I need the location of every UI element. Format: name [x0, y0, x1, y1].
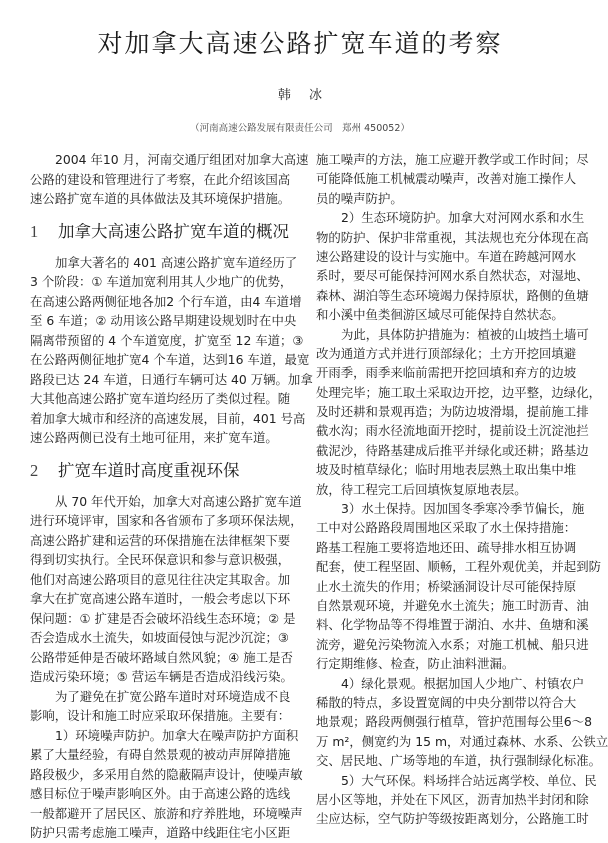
- text-line: 一般都避开了居民区、旅游和疗养胜地，环境噪声: [30, 805, 303, 821]
- text-line: 及时还耕和景观再造；为防边坡滑塌，提前施工排: [316, 404, 589, 420]
- text-line: 为此，具体防护措施为：植被的山坡挡土墙可: [341, 326, 589, 342]
- text-line: 他们对高速公路项目的意见往往决定其取舍。加: [30, 571, 291, 587]
- text-line: 影响，设计和施工时应采取环保措施。主要有：: [30, 708, 291, 723]
- section-title: 扩宽车道时高度重视环保: [58, 460, 240, 480]
- text-line: 加拿大著名的 401 高速公路扩宽车道经历了: [55, 254, 298, 270]
- paragraph: [30, 726, 303, 843]
- text-line: 和小溪中鱼类徊游区域尽可能保持自然状态。: [316, 307, 564, 323]
- text-line: 累了大量经验，有碍自然景观的被动声屏障措施: [30, 747, 291, 762]
- text-line: 在高速公路两侧征地各加2 个行车道，由4 车道增: [30, 293, 302, 309]
- intro-paragraph: [30, 150, 309, 209]
- text-line: 高速公路扩建和运营的环保措施在法律框架下要: [30, 532, 291, 548]
- section-number: 2: [30, 460, 39, 480]
- text-line: 尘应达标，空气防护等级按距离划分，公路施工时: [316, 811, 589, 827]
- paragraph: [30, 492, 303, 687]
- text-line: 路段极少，多采用自然的隐蔽隔声设计，使噪声敏: [30, 766, 303, 782]
- text-line: 5）大气环保。料场拌合站远离学校、单位、民: [341, 772, 597, 788]
- text-line: 坡及时植草绿化；临时用地表层熟土取出集中堆: [316, 462, 577, 478]
- text-line: 工中对公路路段周围地区采取了水土保持措施：: [316, 520, 577, 536]
- text-line: 改为通道方式并进行顶部绿化；土方开挖回填避: [316, 345, 577, 361]
- text-line: 配套，使工程坚固、顺畅，工程外观优美，并起到防: [316, 559, 601, 575]
- text-line: 森林、湖泊等生态环境竭力保持原状，路侧的鱼塘: [316, 287, 589, 303]
- text-line: 公路的建设和管理进行了考察，在此介绍该国高: [30, 171, 291, 187]
- text-line: 速公路两侧已没有土地可征用，来扩宽车道。: [30, 430, 278, 445]
- paragraph: [30, 253, 313, 448]
- text-line: 路基工程施工要将造地还田、疏导排水相互协调: [316, 539, 577, 555]
- text-line: 大其他高速公路扩宽车道均经历了类似过程。随: [30, 391, 291, 406]
- paragraph: [316, 150, 589, 208]
- text-line: 拿大在扩宽高速公路车道时，一般会考虑以下环: [30, 591, 291, 606]
- text-line: 员的噪声防护。: [316, 190, 403, 206]
- text-line: 处理完毕；施工取土采取边开挖，边平整，边绿化，: [316, 384, 601, 400]
- section-heading-2: [30, 458, 289, 484]
- text-line: 放，待工程完工后回填恢复原地表层。: [316, 481, 527, 497]
- text-line: 进行环境评审，国家和各省颁布了多项环保法规，: [30, 513, 303, 528]
- text-line: 3）水土保持。因加国冬季寒冷季节偏长，施: [341, 501, 585, 517]
- text-line: 施工噪声的方法，施工应避开教学或工作时间；尽: [316, 152, 589, 167]
- text-line: 路段已达 24 车道，日通行车辆可达 40 万辆。加拿: [30, 371, 313, 387]
- text-line: 万 m²，侧宽约为 15 m，对通过森林、水系、公铁立: [316, 733, 608, 749]
- text-line: 3 个阶段：① 车道加宽利用其人少地广的优势，: [30, 274, 293, 289]
- text-line: 造成污染环境；⑤ 营运车辆是否造成沿线污染。: [30, 669, 293, 684]
- text-line: 稀散的特点，多设置宽阔的中央分割带以符合大: [316, 694, 577, 710]
- text-line: 截泥沙，待路基建成后推平并绿化或还耕；路基边: [316, 442, 589, 458]
- affiliation: （河南高速公路发展有限责任公司 郑州 450052）: [190, 123, 410, 134]
- text-line: 系时，要尽可能保持河网水系自然状态，对湿地、: [316, 268, 589, 284]
- text-line: 在公路两侧征地扩宽4 个车道，达到16 车道，最宽: [30, 352, 310, 367]
- text-line: 1）环境噪声防护。加拿大在噪声防护方面积: [55, 727, 299, 743]
- paragraph: [316, 499, 601, 674]
- text-line: 防护只需考虑施工噪声，道路中线距住宅小区距: [30, 825, 291, 840]
- text-line: 止水土流失的作用；桥梁涵洞设计尽可能保持原: [316, 578, 577, 594]
- text-line: 否会造成水土流失，如坡面侵蚀与泥沙沉淀；③: [30, 630, 289, 645]
- text-line: 流旁，避免污染物流入水系；对施工机械、船只进: [316, 636, 589, 652]
- section-number: 1: [30, 221, 39, 241]
- text-line: 着加拿大城市和经济的高速发展，目前，401 号高: [30, 410, 306, 426]
- text-line: 自然景观环境，并避免水土流失；施工时沥青、油: [316, 597, 589, 613]
- text-line: 截水沟；雨水径流地面开挖时，提前设土沉淀池拦: [316, 423, 589, 439]
- paragraph: [316, 771, 597, 829]
- text-line: 居小区等地，并处在下风区，沥青加热半封闭和除: [316, 791, 589, 807]
- text-line: 4）绿化景观。根据加国人少地广、村镇农户: [341, 675, 585, 691]
- section-title: 加拿大高速公路扩宽车道的概况: [58, 221, 289, 241]
- text-line: 2004 年10 月，河南交通厅组团对加拿大高速: [55, 152, 309, 167]
- text-line: 2）生态环境防护。加拿大对河网水系和水生: [341, 210, 585, 226]
- paragraph: [316, 674, 608, 771]
- text-line: 得到切实执行。全民环保意识和参与意识极强，: [30, 552, 291, 567]
- text-line: 开雨季，雨季来临前需把开挖回填和弃方的边坡: [316, 365, 577, 381]
- text-line: 速公路建设的设计与实施中。车道在跨越河网水: [316, 248, 577, 264]
- paragraph: [316, 325, 601, 500]
- text-line: 为了避免在扩宽公路车道时对环境造成不良: [55, 688, 291, 704]
- text-line: 至 6 车道；② 动用该公路早期建设规划时在中央: [30, 313, 297, 328]
- section-heading-1: [30, 219, 289, 245]
- paper-title: 对加拿大高速公路扩宽车道的考察: [97, 29, 503, 58]
- left-column: [30, 150, 313, 843]
- text-line: 料、化学物品等不得堆置于湖泊、水井、鱼塘和溪: [316, 617, 589, 633]
- text-line: 速公路扩宽车道的具体做法及其环境保护措施。: [30, 191, 291, 206]
- paragraph: [316, 208, 589, 324]
- text-line: 感目标位于噪声影响区外。由于高速公路的选线: [30, 786, 291, 801]
- text-line: 从 70 年代开始，加拿大对高速公路扩宽车道: [55, 493, 302, 509]
- text-line: 行定期维修、检查，防止油料泄漏。: [316, 656, 515, 672]
- text-line: 公路带延伸是否破坏路域自然风貌；④ 施工是否: [30, 649, 293, 665]
- author: 韩 冰: [277, 88, 323, 103]
- right-column: [316, 150, 608, 829]
- text-line: 交、居民地、广场等地的车道，执行强制绿化标准。: [316, 753, 601, 769]
- text-line: 隔离带预留的 4 个车道宽度，扩宽至 12 车道；③: [30, 332, 304, 348]
- paragraph: [30, 687, 289, 726]
- text-line: 物的防护、保护非常重视，其法规也充分体现在高: [316, 229, 589, 245]
- text-line: 可能降低施工机械震动噪声，改善对施工操作人: [316, 171, 577, 187]
- text-line: 保问题：① 扩建是否会破坏沿线生态环境；② 是: [30, 610, 296, 626]
- text-line: 地景观；路段两侧强行植草，管护范围每公里6～8: [316, 714, 592, 730]
